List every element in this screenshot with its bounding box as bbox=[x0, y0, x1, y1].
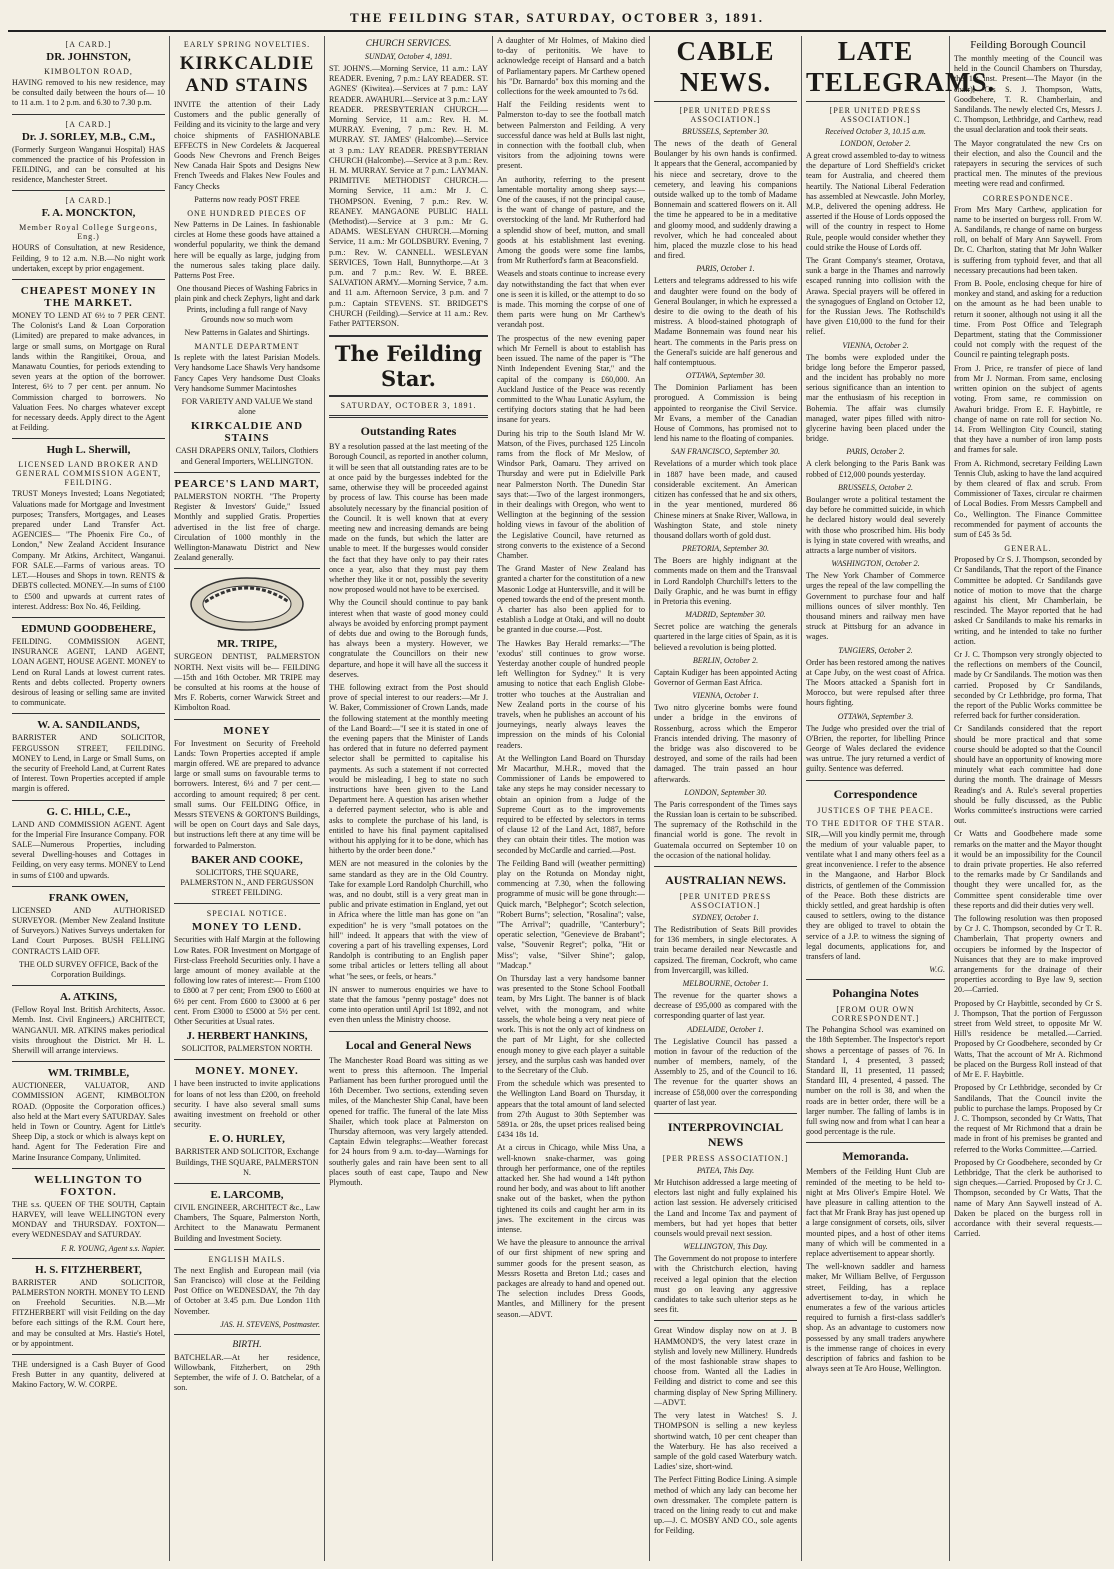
news-paragraph: A daughter of Mr Holmes, of Makino died to-day of peritonitis. We have to acknowledge receipt of Hansard and a batch of Parliamentary papers. Mr Carthew opened his "Dr. Barnardo" box this morning and the collections for the week amounted to 7s 6d. bbox=[497, 36, 645, 97]
section-heading: Pohangina Notes bbox=[832, 986, 919, 1001]
ad-body: LICENSED AND AUTHORISED SURVEYOR. (Member New Zealand Institute of Surveyors.) Natives Surveys undertaken for Land Court Purposes. BUSH FELLING CONTRACTS LAID OFF. bbox=[12, 905, 165, 956]
advertorial-paragraph: The very latest in Watches! S. J. THOMPSON is selling a new keyless shortwind watch, 10 per cent cheaper than the Waterbury. He has also received a sample of the gold cased Waterbury watch. Ladies' size, short-wind. bbox=[654, 1411, 797, 1472]
rule bbox=[174, 1334, 320, 1335]
ad-heading: Hugh L. Sherwill, bbox=[46, 444, 131, 457]
late-telegrams-heading: LATE TELEGRAMS. bbox=[806, 36, 945, 102]
dateline: PATEA, This Day. bbox=[696, 1166, 755, 1176]
news-paragraph: The Boers are highly indignant at the comments made on them and the Transvaal in Lord Randolph Churchill's letters to the Daily Graphic, and he was burnt in effigy in Pretoria this evening. bbox=[654, 556, 797, 606]
ad-body: HAVING removed to his new residence, may be consulted daily between the hours of— 10 to 11 a.m. 1 to 2 p.m. and 6.30 to 7.30 p.m. bbox=[12, 78, 165, 108]
ad-label: [A CARD.] bbox=[65, 119, 112, 129]
dateline: SYDNEY, October 1. bbox=[692, 912, 759, 922]
ad-body: THE s.s. QUEEN OF THE SOUTH, Captain HARVEY, will leave WELLINGTON every MONDAY and THURSDAY. FOXTON—every WEDNESDAY and SATURDAY. bbox=[12, 1199, 165, 1240]
dateline: BRUSSELS, September 30. bbox=[682, 127, 769, 136]
dateline: PARIS, October 1. bbox=[696, 264, 755, 274]
ad-body: FOR VARIETY AND VALUE We stand alone bbox=[181, 397, 313, 417]
ad-body: MONEY TO LEND AT 6½ to 7 PER CENT. The Colonist's Land & Loan Corporation (Limited) are prepared to make advances, in large or small sums, on Mortgage on Rural lands within the Rangitikei, Oroua, and Manawatu Counties, for periods extending to seven years at the option of the borrower. Interest, 6½ to 7 per cent. per annum. No Commission charged to borrowers. No Valuation Fees. No charges whatever except for necessary deeds. Apply direct to the Agent at Feilding. bbox=[12, 311, 165, 433]
rule bbox=[12, 114, 165, 115]
news-paragraph: The Government do not propose to interfere with the Christchurch election, having received a legal opinion that the election must go on leaving any aggressive candidates to take such ulterior steps as he sees fit. bbox=[654, 1254, 797, 1315]
news-paragraph: Proposed by Cr Haybittle, seconded by Cr S. J. Thompson, That the portion of Fergusson street from Weld street, to opposite Mr W. Hill's residence be metalled.—Carried. Proposed by Cr Goodbehere, seconded by Cr Watts, That the account of Mr A. Richmond be placed on the Burgess Roll instead of that of Mr E. F. Haybittle. bbox=[954, 998, 1102, 1080]
ad-heading: WM. TRIMBLE, bbox=[47, 1067, 130, 1080]
ad-heading: F. A. MONCKTON, bbox=[41, 207, 136, 220]
news-paragraph: Proposed by Cr S. J. Thompson, seconded by Cr Sandilands, That the report of the Finance Committee be adopted. Cr Sandilands gave notice of motion to move that the charge against his client, Mr Chamberlain, be rescinded. The Mayor reported that he had asked Cr Sandilands to make his remarks in writing, and he intended to take no further action. bbox=[954, 555, 1102, 646]
ad-body: SURGEON DENTIST, PALMERSTON NORTH. Next visits will be— FEILDING—15th and 16th October. MR TRIPE may be consulted at his rooms at the house of Mrs F. Roberts, corner Warwick Street and Kimbolton Road. bbox=[174, 652, 320, 713]
dateline: Received October 3, 10.15 a.m. bbox=[825, 127, 926, 136]
ad-heading: KIRKCALDIE AND STAINS bbox=[190, 420, 304, 445]
news-paragraph: Captain Kudiger has been appointed Acting Governor of German East Africa. bbox=[654, 667, 797, 687]
section-heading: Outstanding Rates bbox=[360, 424, 457, 439]
ad-body: SOLICITORS, THE SQUARE, PALMERSTON N., AND FERGUSSON STREET FEILDING. bbox=[180, 867, 314, 898]
rule bbox=[329, 1031, 488, 1032]
dateline: MELBOURNE, October 1. bbox=[682, 979, 769, 988]
dateline: TANGIERS, October 2. bbox=[838, 645, 913, 655]
news-paragraph: The Redistribution of Seats Bill provides for 136 members, in single electorates. A train became derailed near Newcastle and capsized. The fireman, Cockroft, who came from Invercargill, was killed. bbox=[654, 924, 797, 975]
ad-subheading: ONE HUNDRED PIECES OF bbox=[187, 209, 307, 219]
rule bbox=[329, 415, 488, 418]
rule bbox=[174, 903, 320, 904]
letter-salutation: TO THE EDITOR OF THE STAR. bbox=[806, 818, 945, 828]
section-heading: INTERPROVINCIAL NEWS bbox=[667, 1120, 784, 1150]
news-paragraph: Letters and telegrams addressed to his wife and daughter were found on the body of General Boulanger, in which he expressed a desire to die owing to the death of his mistress. A blood-stained photograph of Madame Bonnemain was found near his heart. The comments in the Paris press on the General's suicide are half generous and half contemptuous. bbox=[654, 276, 797, 368]
dateline: BRUSSELS, October 2. bbox=[837, 482, 914, 492]
news-paragraph: On Thursday last a very handsome banner was presented to the Stone School Football team, by Mrs Light. The banner is of black velvet, with the monogram, and white tassels, the whole being a very neat piece of work. This is not the only act of kindness on the part of Mr Light, for she collected enough money to give each player a suitable jersey, and the surplus cash was handed over to the Secretary of the Club. bbox=[497, 974, 645, 1075]
ad-subheading: Member Royal College Surgeons, Eng.) bbox=[19, 223, 158, 242]
news-paragraph: The Mayor congratulated the new Crs on their election, and also the Council and the ratepayers in securing the services of such practical men. The minutes of the previous meeting were read and confirmed. bbox=[954, 138, 1102, 189]
ad-body: BARRISTER AND SOLICITOR, Exchange Buildings, THE SQUARE, PALMERSTON N. bbox=[175, 1147, 319, 1177]
ad-body: I have been instructed to invite applications for loans of not less than £200, on freehold security. I have also several small sums awaiting investment on freehold or other security. bbox=[174, 1079, 320, 1130]
rule bbox=[654, 1113, 797, 1114]
news-paragraph: From Mrs Mary Carthew, application for name to be inserted on burgess roll. From W. A. Sandilands, re change of name on burgess roll, on behalf of Mary Ann Saywell. From Dr. C. Charlton, stating that Mr John Walker is suffering from typhoid fever, and that all necessary precautions had been taken. bbox=[954, 204, 1102, 275]
news-paragraph: The bombs were exploded under the bridge long before the Emperor passed, and the incident has probably no more serious significance than an intention to mar the enthusiasm of his reception in Bohemia. The affair was clumsily managed, water pipes filled with nitro-glycerine having been placed under the bridge. bbox=[806, 352, 945, 444]
ad-body: SOLICITOR, PALMERSTON NORTH. bbox=[181, 1044, 313, 1054]
news-paragraph: The news of the death of General Boulanger by his own hands is confirmed. It appears that the General, accompanied by his niece and secretary, drove to the cemetery, and leaving his companions outside walked up to the tomb of Madame Bonnemain and scattered flowers on it. All the time he appeared to be in a meditative and gloomy mood, and suddenly drawing a revolver, which he had concealed about him, placed the muzzle close to his head and fired. bbox=[654, 139, 797, 261]
dateline: SUNDAY, October 4, 1891. bbox=[364, 52, 453, 61]
section-heading: Feilding Borough Council bbox=[970, 39, 1086, 51]
ad-body: THE undersigned is a Cash Buyer of Good Fresh Butter in any quantity, delivered at Makino Factory, W. W. CORPE. bbox=[12, 1360, 165, 1390]
rule bbox=[806, 979, 945, 980]
ad-heading: MONEY bbox=[223, 724, 271, 737]
correspondent-credit: [FROM OUR OWN CORRESPONDENT.] bbox=[831, 1005, 920, 1024]
column-6-late-telegrams bbox=[802, 36, 996, 1561]
birth-heading: BIRTH. bbox=[232, 1339, 262, 1350]
wire-credit: [PER PRESS ASSOCIATION.] bbox=[662, 1154, 789, 1164]
news-paragraph: The Feilding Band will (weather permitting) play on the Rotunda on Monday night, commencing at 7.30, when the following programme of music will be gone through:—Quick march, "Belphegor"; Scotch selection, "Robert Burns"; selection, "Rosalina"; valse, "The Arrival"; quadrille, "Canterbury"; operatic selection, "Genevieve de Brabant"; valse, "Souvenir Regret"; polka, "Hit or Miss"; valse, "Silver Shine"; galop, "Madcap." bbox=[497, 858, 645, 970]
article-paragraph: The Manchester Road Board was sitting as we went to press this afternoon. The Imperial Parliament has been further prorogued until the 16th December. Two sections, extending seven miles, of the Manchester Ship Canal, have been opened for traffic. The funeral of the late Miss Shailer, which took place at Palmerston on Thursday afternoon, was very largely attended. Captain Edwin telegraphs:—Weather forecast for 24 hours from 9 a.m. to-day—Warnings for southerly gales and rain have been sent to all places south of east cape, Taupo and New Plymouth. bbox=[329, 1055, 488, 1188]
kirkcaldie-heading: KIRKCALDIE AND STAINS bbox=[179, 53, 315, 96]
news-paragraph: The Judge who presided over the trial of O'Brien, the reporter, for libelling Prince George of Wales declared the evidence was untrue. The jury returned a verdict of guilty. Sentence was deferred. bbox=[806, 723, 945, 774]
rule bbox=[174, 1249, 320, 1250]
subsection-heading: GENERAL. bbox=[1004, 544, 1052, 554]
ad-subheading: ENGLISH MAILS. bbox=[208, 1254, 286, 1264]
rule bbox=[12, 886, 165, 887]
ad-body: FEILDING. COMMISSION AGENT, INSURANCE AGENT, LAND AGENT, LOAN AGENT, HOUSE AGENT. MONEY to Lend on Rural Lands at lowest current rates. Rents and debts collected. Property owners desirous of leasing or selling same are invited to communicate. bbox=[12, 636, 165, 708]
newspaper-title: THE FEILDING STAR, SATURDAY, OCTOBER 3, 1891. bbox=[349, 10, 765, 25]
ad-subheading: LICENSED LAND BROKER AND GENERAL COMMISSION AGENT, FEILDING. bbox=[15, 460, 162, 488]
ad-heading: E. O. HURLEY, bbox=[209, 1133, 285, 1146]
news-paragraph: Cr J. C. Thompson very strongly objected to the reflections on members of the Council, made by Cr Sandilands. The motion was then carried. Proposed by Cr Sandilands, seconded by Cr Lethbridge, pro forma, That the report of the Public Works committee be referred back for further consideration. bbox=[954, 649, 1102, 721]
ad-subheading: MANTLE DEPARTMENT bbox=[194, 342, 300, 352]
dateline: BERLIN, October 2. bbox=[692, 655, 759, 665]
birth-notice: BATCHELAR.—At her residence, Willowbank, Fitzherbert, on 29th September, the wife of J. O. Batchelar, of a son. bbox=[174, 1352, 320, 1393]
news-paragraph: From J. Price, re transfer of piece of land from Mr J. Norman. From same, enclosing written opinion on the subject of agents voting. From same, re commission on Awahuri bridge. From E. F. Haybittle, re change of name on rate roll for section No. 14. From Wellington City Council, stating that they have a number of iron lamp posts and frames for sale. bbox=[954, 363, 1102, 455]
news-paragraph: The revenue for the quarter shows a decrease of £95,000 as compared with the corresponding quarter of last year. bbox=[654, 991, 797, 1021]
rule bbox=[12, 713, 165, 714]
dateline: WELLINGTON, This Day. bbox=[683, 1242, 768, 1252]
news-paragraph: Proposed by Cr Goodbehere, seconded by Cr Lethbridge, That the clerk be authorised to sign cheques.—Carried. Proposed by Cr J. C. Thompson, seconded by Cr Watts, That the name of Mary Ann Saywell instead of A. Daken be placed on the burgess roll in accordance with their several requests.—Carried. bbox=[954, 1157, 1102, 1239]
wire-credit: [PER UNITED PRESS ASSOCIATION.] bbox=[829, 106, 922, 124]
rule bbox=[12, 1354, 165, 1355]
rule bbox=[806, 1142, 945, 1143]
advertorial-paragraph: The Perfect Fitting Bodice Lining. A simple method of which any lady can become her own dressmaker. The complete pattern is traced on the lining ready to cut and make up.—J. C. MOSBY AND CO., sole agents for Feilding. bbox=[654, 1475, 797, 1536]
news-paragraph: Secret police are watching the generals quartered in the large cities of Spain, as it is believed a revolution is being plotted. bbox=[654, 622, 797, 652]
ad-body: New Patterns in De Laines. In fashionable circles at Home these goods have attained a wonderful popularity, we think the demand here will be equally as large, judging from the numerous sales taking place daily. Patterns Post Free. bbox=[174, 220, 320, 281]
ad-heading: G. C. HILL, C.E., bbox=[46, 805, 131, 818]
news-paragraph: At the Wellington Land Board on Thursday Mr Macarthur, M.H.R., moved that the Commissioner of Lands be empowered to take any steps he may consider necessary to obtain an opinion from a Judge of the Supreme Court as to the improvements required to be effected by selectors in terms of clause 12 of the Land Act, 1887, before they can obtain their titles. The motion was seconded by McCardle and carried.—Post. bbox=[497, 753, 645, 855]
news-paragraph: From B. Poole, enclosing cheque for hire of monkey and stand, and asking for a reduction on the amount as he had been unable to return it sooner, although not using it all the time. From Post Office and Telegraph Department, stating that the Commissioner could not comply with the request of the Council re painting telegraph posts. bbox=[954, 279, 1102, 360]
ad-body: BARRISTER AND SOLICITOR, PALMERSTON NORTH. MONEY TO LEND on Freehold Securities. N.B.—Mr FITZHERBERT will visit Feilding on the day before each sittings of the R.M. Court here, and may be consulted at Mrs. Hastie's Hotel, or by appointment. bbox=[12, 1277, 165, 1348]
column-7-borough-council bbox=[950, 36, 1106, 1561]
column-3-editorial bbox=[325, 36, 493, 1561]
rule bbox=[806, 780, 945, 781]
masthead bbox=[8, 6, 1106, 32]
dateline: MADRID, September 30. bbox=[685, 610, 766, 620]
news-paragraph: From the schedule which was presented to the Wellington Land Board on Thursday, it appears that the total amount of land selected from 27th August to 30th September was 5891a. or 28s, the upset prices realised being £434 18s 1d. bbox=[497, 1079, 645, 1140]
news-paragraph: The monthly meeting of the Council was held in the Council Chambers on Thursday, the 1st inst. Present—The Mayor (in the chair), Crs S. J. Thompson, Watts, Goodbehere, T. R. Chamberlain, and Sandilands. The newly elected Crs, Messrs J. C. Thompson, Lethbridge, and Carthew, read the usual declaration and took their seats. bbox=[954, 54, 1102, 135]
advertorial-paragraph: Great Window display now on at J. B HAMMOND'S, the very latest craze in stylish and lovely new Millinery. Hundreds of the most fashionable straw shapes to choose from. Wanted all the Ladies in Feilding and district to come and see this charming display of New Spring Millinery.—ADVT. bbox=[654, 1326, 797, 1407]
ad-heading: H. S. FITZHERBERT, bbox=[35, 1263, 142, 1276]
ad-subheading: KIMBOLTON ROAD, bbox=[44, 67, 133, 76]
ad-subheading: SPECIAL NOTICE. bbox=[206, 909, 288, 919]
section-heading: Memoranda. bbox=[842, 1149, 909, 1164]
news-paragraph: An authority, referring to the present lamentable mortality among sheep says:—One of the causes, if not the principal cause, is the want of change of pasture, and the overstocking of the land. Mr Rutherford had a splendid show of beef, mutton, and small goods at his establishment last evening. Among the goods were some fine lambs, from Mr Rutherford's farm at Beaconsfield. bbox=[497, 174, 645, 266]
section-heading: Local and General News bbox=[345, 1037, 472, 1052]
rule bbox=[12, 438, 165, 439]
dateline: VIENNA, October 1. bbox=[692, 691, 759, 701]
rule bbox=[654, 1320, 797, 1321]
church-services-body: ST. JOHN'S.—Morning Service, 11 a.m.: LAY READER. Evening, 7 p.m.: LAY READER. ST. AGNES' (Kiwitea).—Services at 7 p.m.: LAY READER. AWAHURI.—Service at 3 p.m.: LAY READER. PRESBYTERIAN CHURCH.—Morning Service, 11 a.m.: Rev. H. M. MURRAY. Evening, 7 p.m.: Rev. H. M. MURRAY. ST. JAMES' (Halcombe).—Service at 3 p.m.: LAY READER. PRESBYTERIAN CHURCH (Halcombe).—Service at 3 p.m.: Rev. H. M. MURRAY. Service at 7 p.m.: LAYMAN. PRIMITIVE METHODIST CHURCH.—Morning Service, 11 a.m.: Mr J. C. THOMPSON. Evening, 7 p.m.: Rev. W. REANEY. MANGAONE PUBLIC HALL (Methodist).—Service at 3 p.m.: Mr G. ADAMS. WESLEYAN CHURCH.—Morning Service, 11 a.m.: Mr GOLDSBURY. Evening, 7 p.m.: Rev. W. CANNELL. WESLEYAN SERVICES, Town Hall, Bunnythorpe.—At 3 p.m. and 7 p.m.: Rev. W. E. BREE. SALVATION ARMY.—Morning Service, 7 a.m. and 11 a.m. Afternoon Service, 3 p.m. and 7 p.m.: Captain STEVENS. ST. BRIDGET'S CHURCH (Feilding).—Service at 11 a.m.: Rev. Father PATTERSON. bbox=[329, 64, 488, 329]
section-heading: AUSTRALIAN NEWS. bbox=[665, 872, 786, 887]
ad-subheading: EARLY SPRING NOVELTIES. bbox=[183, 40, 311, 49]
ad-body: INVITE the attention of their Lady Customers and the public generally of Feilding and its vicinity to the large and very choice shipments of FASHIONABLE EFFECTS in New Cordelets & Jacquereal Goods New Chevrons and French Beiges New Canada Hair Spots and Designs New French Tweeds and Flakes New Foules and Fancy Checks bbox=[174, 100, 320, 191]
article-paragraph: Why the Council should continue to pay bank interest when that waste of good money could always be avoided by enforcing prompt payment of debts due and owing to the Borough funds, has always been a mystery. However, we congratulate the Councillors on their new departure, and hope it will have all the success it deserves. bbox=[329, 598, 488, 679]
article-paragraph: BY a resolution passed at the last meeting of the Borough Council, as reported in another column, it will be seen that all outstanding rates are to be at once paid by the burgesses indebted for the same, otherwise they will be proceeded against by process of law. This course has been made absolutely necessary by the financial position of the Council. It is well known that at every meeting new and increasing demands are being made on the funds, but which the latter are unable to meet. If the burgesses would consider the fact that they have only to pay their rates once a year, also that they must pay them whether they like it or not, possibly the severity now proposed would not have to be exercised. bbox=[329, 442, 488, 595]
dateline: OTTAWA, September 30. bbox=[685, 371, 766, 381]
dental-plate-illustration bbox=[187, 574, 307, 634]
ad-signature: JAS. H. STEVENS, Postmaster. bbox=[220, 1319, 320, 1329]
editorial-date: SATURDAY, OCTOBER 3, 1891. bbox=[340, 401, 477, 411]
ad-heading: E. LARCOMB, bbox=[210, 1189, 284, 1202]
wire-credit: [PER UNITED PRESS ASSOCIATION.] bbox=[679, 106, 772, 124]
news-paragraph: The Pohangina School was examined on the 18th September. The Inspector's report shows a percentage of passes of 76. In Standard I, 4 presented, 3 passed; Standard II, 11 presented, 11 passed; Standard III, 4 presented, 4 passed. The number on the roll is 38, and when the roads are in better order, there will be a larger number. The falling of lambs is in full swing now and from what I can hear a good percentage is the rule. bbox=[806, 1025, 945, 1137]
news-paragraph: The Grand Master of New Zealand has granted a charter for the constitution of a new Masonic Lodge at Huntersville, and it will be opened towards the end of the present month. A charter has also been applied for to establish a Lodge at Otaki, and will no doubt be granted in due course.—Post. bbox=[497, 564, 645, 635]
news-paragraph: Revelations of a murder which took place in 1887 have been made, and caused considerable excitement. An American citizen has confessed that he and six others, in the year mentioned, murdered 86 Chinese miners at Snake River, Wallowa, in Washington State, and stole ninety thousand dollars worth of gold dust. bbox=[654, 459, 797, 540]
rule bbox=[12, 1258, 165, 1259]
article-paragraph: IN answer to numerous enquiries we have to state that the famous "penny postage" does not come into operation until April 1st 1892, and not even then unless the Ministry choose. bbox=[329, 984, 488, 1025]
news-paragraph: Two nitro glycerine bombs were found under a bridge in the environs of Rossenburg, across which the Emperor Francis intended driving. The masonry of the bridge was also discovered to be destroyed, and some of the rails had been damaged. The train passed an hour afterwards. bbox=[654, 703, 797, 784]
rule bbox=[12, 617, 165, 618]
subsection-heading: CORRESPONDENCE. bbox=[982, 193, 1074, 203]
ad-heading: MONEY TO LEND. bbox=[191, 921, 303, 934]
news-paragraph: The Legislative Council has passed a motion in favour of the reduction of the number of members, namely, of the Assembly to 25, and of the Council to 16. The revenue for the quarter shows an increase of £58,000 over the corresponding quarter of last year. bbox=[654, 1036, 797, 1107]
news-paragraph: Cr Watts and Goodbehere made some remarks on the matter and the Mayor thought it would be an impossibility for the Council to drain private properties. He also referred to the remarks made by Cr Sandilands and thought they were uncalled for, as the Committee spent considerable time over these reports and did their duties very well. bbox=[954, 829, 1102, 910]
ad-heading: CHEAPEST MONEY IN THE MARKET. bbox=[20, 285, 157, 310]
ad-heading: EDMUND GOODBEHERE, bbox=[21, 622, 156, 635]
ad-body: TRUST Moneys Invested; Loans Negotiated; Valuations made for Mortgage and Investment purposes; Transfers, Mortgages, and Leases prepared under Land Transfer Act. AGENCIES— "The Phoenix Fire Co., of London," New Zealand Accident Insurance Company. Mr Atkins, Architect, Wanganui. FOR SALE.—Farms of various areas. TO LET.—Houses and Shops in town. RENTS & DEBTS collected. MONEY.—In sums of £100 to £500 and upwards at current rates of interest. Address: Box No. 46, Feilding. bbox=[12, 489, 165, 611]
news-paragraph: The well-known saddler and harness maker, Mr William Bellve, of Fergusson street, Feilding, has a replace advertisement to-day, in which he enumerates a few of the various articles required to furnish a first-class saddler's shop. As an advantage to customers now possessed by any small traders anywhere is the immense range of choices in every description of fabrics and fashion to be always seen at Te Aro House, Wellington. bbox=[806, 1262, 945, 1374]
ad-label: [A CARD.] bbox=[65, 40, 112, 49]
news-paragraph: Proposed by Cr Lethbridge, seconded by Cr Sandilands, That the Council invite the public to purchase the lamps. Proposed by Cr J. C. Thompson, seconded by Cr Watts, That the request of Mr Richmond that a drain be made in front of his premises be granted and referred to the Works Committee.—Carried. bbox=[954, 1083, 1102, 1154]
news-paragraph: Boulanger wrote a political testament the day before he committed suicide, in which he declared history would deal severely with those who proscribed him. His body is lying in state covered with wreaths, and attracts a large number of visitors. bbox=[806, 494, 945, 555]
rule bbox=[12, 985, 165, 986]
ad-label: [A CARD.] bbox=[65, 196, 112, 206]
ad-body: AUCTIONEER, VALUATOR, AND COMMISSION AGENT, KIMBOLTON ROAD. (Opposite the Corporation offices.) also held at the Mart every SATURDAY. Sales held in Town or Country. Agent for Little's Sheep Dip, a stock or which is always kept on hand. Agent for The Federation Fire and Marine Insurance Company, Unlimited. bbox=[12, 1081, 165, 1162]
ad-heading: DR. JOHNSTON, bbox=[46, 51, 131, 63]
news-paragraph: A great crowd assembled to-day to witness the departure of Lord Sheffield's cricket team for Australia, and cheered them heartily. The National Liberal Federation has assembled at Newcastle. John Morley, M.P., delivered the opening address. He asserted if the House of Lords opposed the will of the country in respect to Home Rule, people would consider whether they could strike the House of Lords off. bbox=[806, 151, 945, 252]
ad-heading: FRANK OWEN, bbox=[48, 891, 129, 904]
ad-heading: PEARCE'S LAND MART, bbox=[174, 477, 320, 490]
dateline: PRETORIA, September 30. bbox=[682, 544, 769, 554]
rule bbox=[174, 719, 320, 720]
cable-news-heading: CABLE NEWS. bbox=[654, 36, 797, 102]
article-paragraph: THE following extract from the Post should prove of special interest to our readers:—Mr J. W. Baker, Commissioner of Crown Lands, made the following statement at the monthly meeting of the Land Board:—"I see it is stated in one of the evening papers that the Minister of Lands has ordered that in future no deferred payment selector shall be permitted to capitalise his payments. As such a statement if not corrected would be misleading, I beg to state no such instructions have been given to the Land Department here. A question has arisen whether a deferred payment selector, who is able and asks to complete the purchase of his land, is entitled to have his final payment capitalised without his applying for it to be done, which has hitherto by the order been done." bbox=[329, 682, 488, 856]
news-paragraph: Members of the Feilding Hunt Club are reminded of the meeting to be held to-night at Mrs Oliver's Empire Hotel. We have pleasure in calling attention to the fact that Mr Frank Bray has just opened up a large consignment of corsets, oils, silver mounted pipes, and a host of other items many of which will be commented in a replace advertisement to appear shortly. bbox=[806, 1167, 945, 1259]
wire-credit: [PER UNITED PRESS ASSOCIATION.] bbox=[679, 891, 772, 910]
letter-signature: W.G. bbox=[929, 965, 945, 975]
ad-body: Is replete with the latest Parisian Models. Very handsome Lace Shawls Very handsome Fancy Capes Very handsome Dust Cloaks Very handsome Summer Macintoshes bbox=[174, 353, 320, 393]
dateline: VIENNA, October 2. bbox=[842, 340, 909, 350]
ad-signature: F. R. YOUNG, Agent s.s. Napier. bbox=[61, 1243, 165, 1253]
ad-body: HOURS of Consultation, at new Residence, Feilding, 9 to 12 a.m. N.B.—No night work undertaken, except by prior engagement. bbox=[12, 243, 165, 273]
ad-body: LAND AND COMMISSION AGENT. Agent for the Imperial Fire Insurance Company. FOR SALE—Numerous Properties, including several Dwelling-houses and Cottages in Feilding, on very easy terms. MONEY to Lend in sums of £100 and upwards. bbox=[12, 819, 165, 880]
ad-body: New Patterns in Galates and Shirtings. bbox=[184, 328, 310, 338]
ad-body: For Investment on Security of Freehold Lands: Town Properties accepted if ample margin offered. WE are prepared to advance large or small sums on favourable terms to borrowers. Interest, 6½ and 7 per cent.—according to amount required; 8 per cent. small sums. Our FEILDING Office, in Messrs STEVENS & GORTON'S Buildings, will be open on Court days and Sale days, but instructions left there at any time will be forwarded to Palmerston. bbox=[174, 738, 320, 850]
column-1-advertisements bbox=[8, 36, 170, 1561]
ad-body: CASH DRAPERS ONLY, Tailors, Clothiers and General Importers, WELLINGTON. bbox=[175, 446, 319, 466]
dateline: WASHINGTON, October 2. bbox=[831, 559, 920, 569]
column-4-local-news bbox=[493, 36, 650, 1561]
church-services-heading: CHURCH SERVICES. bbox=[365, 39, 452, 49]
letter-subject: JUSTICES OF THE PEACE. bbox=[817, 805, 934, 815]
news-paragraph: The Dominion Parliament has been prorogued. A Commission is being appointed to reorganise the Civil Service. Mr Evans, a member of the Canadian House of Commons, has promised not to lend his name to the floating of companies. bbox=[654, 383, 797, 444]
news-paragraph: The Grant Company's steamer, Orotava, sunk a barge in the Thames and narrowly escaped running into collision with the Arawa. Special prayers will be offered in the synagogues of England on October 12, for the Russian Jews. The Rothschild's have given £10,000 to the fund for their relief. bbox=[806, 256, 945, 337]
ad-heading: A. ATKINS, bbox=[60, 991, 117, 1004]
news-paragraph: Cr Sandilands considered that the report should be more practical and that some course should be adopted so that the Council should have an opportunity of knowing more minutely what each committee had done during the month. The drainage of Messrs Reading's and A. Rule's several properties should be fully discussed, as the Public Works committee's instructions were carried out. bbox=[954, 724, 1102, 826]
ad-heading: WELLINGTON TO FOXTON. bbox=[34, 1173, 143, 1198]
rule bbox=[174, 1059, 320, 1060]
ad-heading: Dr. J. SORLEY, M.B., C.M., bbox=[21, 130, 156, 143]
news-paragraph: Mr Hutchison addressed a large meeting of electors last night and fully explained his action last session. He adversely criticised the Land and Income Tax and payment of members, but had yet hopes that better counsels would prevail next session. bbox=[654, 1178, 797, 1239]
dateline: LONDON, October 2. bbox=[840, 139, 911, 148]
ad-body: One thousand Pieces of Washing Fabrics in plain pink and check Zephyrs, light and dark Prints, including a full range of Navy Grounds now so much worn bbox=[174, 284, 320, 324]
section-heading: Correspondence bbox=[833, 786, 918, 801]
news-paragraph: The following resolution was then proposed by Cr J. C. Thompson, seconded by Cr T. R. Chamberlain, That property owners and occupiers be informed by the Inspector of Nuisances that they are to make improved arrangements for the drainage of their properties according to Bye law 9, section 20.—Carried. bbox=[954, 914, 1102, 995]
letter-body: SIR,—Will you kindly permit me, through the medium of your valuable paper, to ventilate what I and many others feel as a great inconvenience. I refer to the absence in the Mangaone, and Harbor Block districts, of gentlemen of the Commission of the Peace. Both these districts are thickly settled, and great hardship is often caused to settlers, owing to the distance they are obliged to travel to obtain the service of a J.P. to witness the signing of legal documents, applications for, and transfers of land. bbox=[806, 829, 945, 961]
ad-heading: MONEY. MONEY. bbox=[195, 1065, 299, 1078]
news-paragraph: From A. Richmond, secretary Feilding Lawn Tennis Club, asking to have the land acquired by them cleared of flax and scrub. From Commissioner of Taxes, circular re chairmen of Local Bodies. From Messrs Campbell and Co., Wellington. The Finance Committee recommended for payment of accounts the sum of £45 3s 5d. bbox=[954, 458, 1102, 539]
news-paragraph: We have the pleasure to announce the arrival of our first shipment of new spring and summer goods for the present season, as Messrs Rosetta and Breton Ltd.; cases and packages are already to hand and opened out. The selection includes Dress Goods, Mantles, and Millinery for the present season.—ADVT. bbox=[497, 1238, 645, 1319]
ad-body: THE OLD SURVEY OFFICE, Back of the Corporation Buildings. bbox=[18, 959, 159, 979]
dateline: LONDON, September 30. bbox=[684, 787, 767, 797]
dateline: SAN FRANCISCO, September 30. bbox=[670, 447, 781, 457]
ad-body: CIVIL ENGINEER, ARCHITECT &c., Law Chambers, The Square, Palmerston North, Architect to the Manawatu Permanent Building and Investment Society. bbox=[174, 1203, 320, 1243]
article-paragraph: MEN are not measured in the colonies by the same standard as they are in the Old Country. Take for example Lord Randolph Churchill, who was, and no doubt, still is a very great man in public and private estimation in England, yet out in Africa where the little man has gone on "an expedition" he is very "small potatoes on the hill" indeed. It appears that with the view of covering a part of his travelling expenses, Lord Randolph is contributing to an English paper some tribal articles or letters telling all about what "he sees, or feels, or hears." bbox=[329, 859, 488, 981]
news-paragraph: During his trip to the South Island Mr W. Matson, of the Fives, purchased 125 Lincoln rams from the flock of Mr Meslow, of Windsor Park, Oamaru. They arrived on Thursday and were put in Edielville Park near Palmerston North. The Dunedin Star says that:—Two of the largest ironmongers, in their dealings with Oregon, who went to Wellington at the beginning of the session holding views in favour of the abolition of the Legislative Council, have returned as strong converts to the existence of a Second Chamber. bbox=[497, 428, 645, 560]
ad-body: (Fellow Royal Inst. British Architects, Assoc. Memb. Inst. Civil Engineers,) ARCHITECT, WANGANUI. MR. ATKINS makes periodical visits throughout the District. Mr H. L. Sherwill will arrange interviews. bbox=[12, 1005, 165, 1055]
rule bbox=[174, 1183, 320, 1184]
rule bbox=[12, 1168, 165, 1169]
ad-body: Patterns now ready POST FREE bbox=[194, 194, 300, 204]
ad-heading: MR. TRIPE, bbox=[217, 638, 277, 651]
ad-body: BARRISTER AND SOLICITOR, FERGUSSON STREET, FEILDING. MONEY to Lend, in Large or Small Sums, on the security of Freehold Land, at Current Rates of Interest. Town Properties accepted if ample margin is offered. bbox=[12, 733, 165, 794]
news-paragraph: Weasels and stoats continue to increase every day notwithstanding the fact that when ever one is seen it is killed, or the attempt to do so is made. This morning the corpse of one of them parts were hung on Mr Carthew's verandah post. bbox=[497, 269, 645, 330]
rule bbox=[654, 866, 797, 867]
newspaper-nameplate: The Feilding Star. bbox=[329, 335, 488, 397]
news-paragraph: At a circus in Chicago, while Miss Una, a well-known snake-charmer, was going through her performance, one of the reptiles attacked her. She had wound a 14ft python round her body, and was about to lift another snake out of the basket, when the python tightened its coils and caught her arm in its jaws. The excitement in the circus was intense. bbox=[497, 1143, 645, 1234]
ad-body: The next English and European mail (via San Francisco) will close at the Feilding Post Office on WEDNESDAY, the 7th day of October at 3.45 p.m. Due London 11th November. bbox=[174, 1265, 320, 1316]
dateline: OTTAWA, September 3. bbox=[837, 711, 914, 721]
ad-body: (Formerly Surgeon Wanganui Hospital) HAS commenced the practice of his Profession in FEILDING, and can be consulted at his residence, Manchester Street. bbox=[12, 144, 165, 185]
rule bbox=[174, 472, 320, 473]
ad-heading: W. A. SANDILANDS, bbox=[37, 719, 140, 732]
news-paragraph: A clerk belonging to the Paris Bank was robbed of £12,000 pounds yesterday. bbox=[806, 459, 945, 479]
ad-body: PALMERSTON NORTH. "The Property Register & Investors' Guide," Issued Monthly and supplied Gratis. Properties advertised in the list free of charge. Circulation of 1000 monthly in the Wellington-Manawatu District and New Zealand generally. bbox=[174, 491, 320, 563]
news-paragraph: The prospectus of the new evening paper which Mr Fernell is about to establish has been issued. The name of the paper is "The Ninth Independent Evening Star," and the capital of the company is £60,000. An Auckland Justice of the Peace was recently committed to the Whau Lunatic Asylum, the certifying doctors stating that he had been insane for years. bbox=[497, 333, 645, 425]
news-paragraph: Half the Feilding residents went to Palmerston to-day to see the football match between Palmerston and Feilding. A very successful dance was held at Bulls last night, in connection with the football club, when visitors from the adjoining towns were present. bbox=[497, 100, 645, 171]
dateline: PARIS, October 2. bbox=[846, 447, 905, 457]
ad-body: Securities with Half Margin at the following Low Rates. FOR Investment on Mortgage of First-class Freehold Securities only. I have a large amount of money available at the following low rates of interest:— From £100 to £800 at 7 per cent; From £900 to £600 at 6½ per cent. From £600 to £3000 at 6 per cent. From £3000 to £5000 at 5½ per cent. Other Securities at Usual rates. bbox=[174, 935, 320, 1026]
rule bbox=[12, 800, 165, 801]
column-5-cable-news bbox=[650, 36, 802, 1561]
rule bbox=[12, 279, 165, 280]
ad-heading: BAKER AND COOKE, bbox=[191, 853, 303, 866]
news-paragraph: The Hawkes Bay Herald remarks:—"The 'exodus' still continues to grow worse. Yesterday another couple of hundred people left Wellington for Sydney." It is very amusing to notice that each English Globe-trotter who touches at the Australian and New Zealand ports in the course of his travels, when he publishes an account of his journeyings, nearly always leaves the impression on the minds of his Colonial readers. bbox=[497, 638, 645, 750]
ad-heading: J. HERBERT HANKINS, bbox=[186, 1030, 308, 1043]
news-paragraph: The New York Chamber of Commerce urges the repeal of the law compelling the Government to purchase four and half millions ounces of silver monthly. Ten thousand miners and railway men have struck at Pittsburg for an advance in wages. bbox=[806, 571, 945, 642]
rule bbox=[12, 190, 165, 191]
rule bbox=[12, 1061, 165, 1062]
news-paragraph: The Paris correspondent of the Times says the Russian loan is certain to be subscribed. The supremacy of the Rothschild in the financial world is gone. The revolt in Guatemala occurred on September 10 on the occasion of the national holiday. bbox=[654, 799, 797, 860]
column-2-advertisements bbox=[170, 36, 325, 1561]
news-paragraph: Order has been restored among the natives at Cape Juby, on the west coast of Africa. The Moors attacked a Spanish fort in Morocco, but were repulsed after three hours fighting. bbox=[806, 657, 945, 708]
dateline: ADELAIDE, October 1. bbox=[687, 1024, 764, 1034]
rule bbox=[174, 568, 320, 569]
